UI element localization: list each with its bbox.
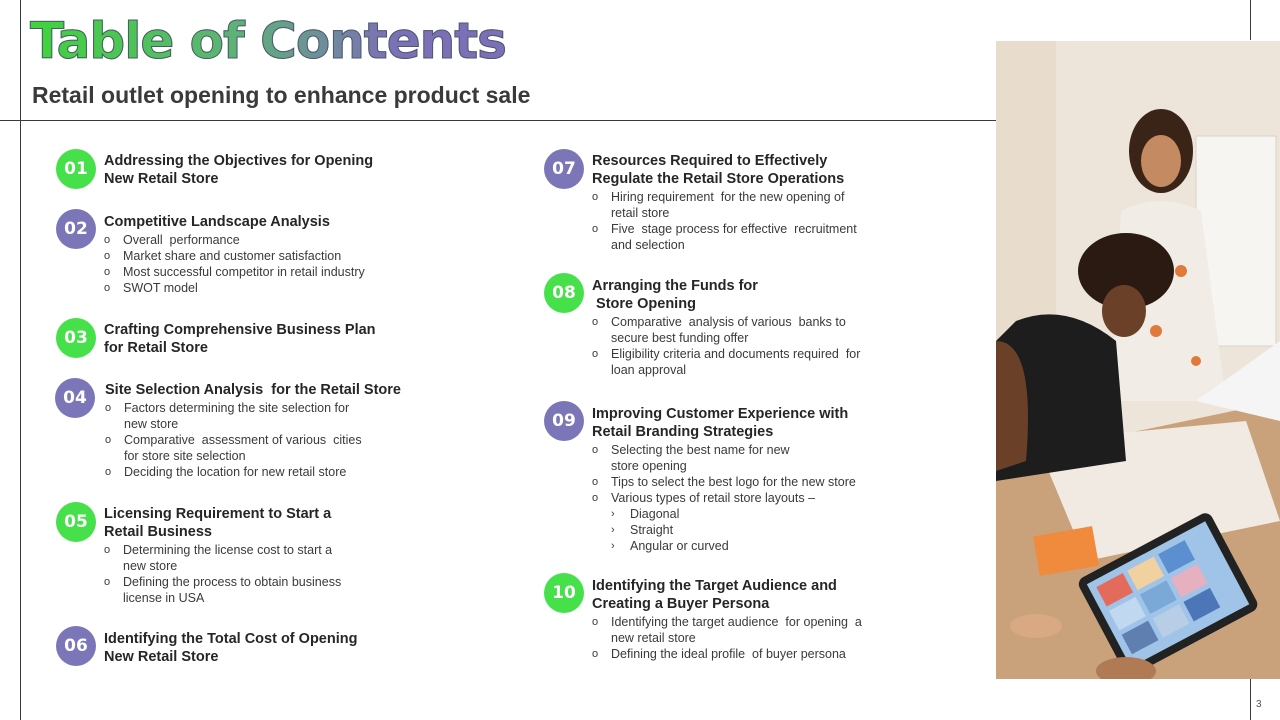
circle-bullet-icon: o [592, 648, 599, 660]
toc-bullet-list [592, 442, 856, 554]
toc-heading-line: Resources Required to Effectively [592, 153, 828, 169]
circle-bullet-icon: o [592, 316, 599, 328]
circle-bullet-icon: o [592, 444, 599, 456]
toc-bullet-list [105, 400, 362, 480]
toc-bullet [104, 248, 365, 264]
toc-bullet-list [592, 189, 857, 253]
chevron-right-icon: › [611, 508, 615, 520]
toc-bullet-text-cont: store opening [611, 459, 687, 473]
circle-bullet-icon: o [592, 191, 599, 203]
toc-bullet-text: Factors determining the site selection for [124, 401, 350, 415]
toc-bullet-text-cont: license in USA [123, 591, 205, 605]
toc-heading-line: New Retail Store [104, 171, 219, 187]
circle-bullet-icon: o [104, 266, 111, 278]
toc-bullet-text: Determining the license cost to start a [123, 543, 333, 557]
toc-heading-line: Retail Business [104, 524, 212, 540]
toc-bullet-list [104, 232, 365, 296]
circle-bullet-icon: o [104, 544, 111, 556]
toc-bullet [592, 189, 857, 221]
toc-bullet-text: Eligibility criteria and documents required for [611, 347, 861, 361]
toc-heading [104, 152, 373, 188]
toc-heading-line: Addressing the Objectives for Opening [104, 153, 374, 169]
toc-bullet-text-cont: retail store [611, 206, 670, 220]
office-team-photo [996, 41, 1280, 679]
circle-bullet-icon: o [592, 492, 599, 504]
toc-bullet-text: SWOT model [123, 281, 198, 295]
toc-bullet-list [592, 314, 860, 378]
toc-bullet-text: Comparative assessment of various cities [124, 433, 362, 447]
circle-bullet-icon: o [104, 576, 111, 588]
toc-heading [592, 152, 844, 188]
toc-heading-line: Creating a Buyer Persona [592, 596, 770, 612]
toc-bullet-text-cont: new store [123, 559, 178, 573]
toc-number-badge: 04 [55, 378, 95, 418]
toc-bullet-text-cont: secure best funding offer [611, 331, 749, 345]
toc-bullet-text: Most successful competitor in retail industry [123, 265, 365, 279]
toc-heading [104, 213, 330, 231]
circle-bullet-icon: o [105, 434, 112, 446]
toc-bullet [104, 264, 365, 280]
page-title: Table of Contents [30, 8, 506, 74]
toc-bullet-text: Angular or curved [630, 539, 729, 553]
toc-bullet [105, 400, 362, 432]
toc-bullet [592, 506, 856, 522]
toc-heading [104, 630, 357, 666]
toc-bullet-text: Tips to select the best logo for the new store [611, 475, 856, 489]
toc-bullet [592, 522, 856, 538]
left-border-line [20, 0, 21, 720]
toc-bullet [592, 346, 860, 378]
toc-heading [104, 321, 376, 357]
toc-bullet-text-cont: and selection [611, 238, 685, 252]
toc-bullet [105, 464, 362, 480]
toc-bullet-text: Defining the process to obtain business [123, 575, 342, 589]
toc-heading-line: for Retail Store [104, 340, 208, 356]
toc-bullet [104, 574, 341, 606]
toc-heading-line: Competitive Landscape Analysis [104, 214, 330, 230]
toc-bullet-list [104, 542, 341, 606]
toc-bullet [592, 646, 862, 662]
toc-heading-line: Arranging the Funds for [592, 278, 758, 294]
chevron-right-icon: › [611, 524, 615, 536]
toc-heading [104, 505, 331, 541]
toc-bullet-text-cont: for store site selection [124, 449, 246, 463]
toc-heading [105, 381, 401, 399]
chevron-right-icon: › [611, 540, 615, 552]
toc-heading-line: Improving Customer Experience with [592, 406, 849, 422]
toc-number-badge: 05 [56, 502, 96, 542]
toc-number-badge: 10 [544, 573, 584, 613]
toc-bullet-text: Defining the ideal profile of buyer persona [611, 647, 846, 661]
toc-bullet-text-cont: new store [124, 417, 179, 431]
toc-bullet-text-cont: new retail store [611, 631, 696, 645]
toc-bullet-text: Five stage process for effective recruitment [611, 222, 857, 236]
toc-heading [592, 577, 837, 613]
toc-heading-line: Store Opening [592, 296, 696, 312]
circle-bullet-icon: o [592, 223, 599, 235]
toc-heading-line: Identifying the Total Cost of Opening [104, 631, 358, 647]
toc-number-badge: 08 [544, 273, 584, 313]
toc-heading [592, 277, 758, 313]
toc-bullet [592, 221, 857, 253]
toc-bullet [592, 490, 856, 506]
header-divider [0, 120, 996, 121]
toc-bullet [104, 542, 341, 574]
toc-number-badge: 03 [56, 318, 96, 358]
toc-heading-line: New Retail Store [104, 649, 219, 665]
circle-bullet-icon: o [104, 234, 111, 246]
toc-bullet-text: Market share and customer satisfaction [123, 249, 342, 263]
toc-bullet-text: Hiring requirement for the new opening of [611, 190, 845, 204]
toc-bullet [592, 474, 856, 490]
toc-bullet [592, 442, 856, 474]
page-subtitle: Retail outlet opening to enhance product sale [32, 82, 531, 108]
toc-bullet-text: Comparative analysis of various banks to [611, 315, 846, 329]
toc-bullet-text: Identifying the target audience for opening a [611, 615, 862, 629]
toc-heading-line: Identifying the Target Audience and [592, 578, 837, 594]
circle-bullet-icon: o [592, 348, 599, 360]
circle-bullet-icon: o [104, 282, 111, 294]
toc-heading-line: Licensing Requirement to Start a [104, 506, 332, 522]
toc-bullet-text-cont: loan approval [611, 363, 687, 377]
toc-heading-line: Site Selection Analysis for the Retail Store [105, 382, 401, 398]
right-border-line-top [1250, 0, 1251, 40]
toc-number-badge: 09 [544, 401, 584, 441]
toc-bullet [105, 432, 362, 464]
toc-bullet-text: Overall performance [123, 233, 240, 247]
toc-heading [592, 405, 848, 441]
page-number: 3 [1256, 699, 1262, 710]
right-border-line-bottom [1250, 678, 1251, 720]
toc-bullet-text: Selecting the best name for new [611, 443, 790, 457]
circle-bullet-icon: o [105, 466, 112, 478]
toc-bullet [104, 232, 365, 248]
toc-heading-line: Crafting Comprehensive Business Plan [104, 322, 376, 338]
toc-number-badge: 07 [544, 149, 584, 189]
toc-bullet-list [592, 614, 862, 662]
toc-heading-line: Retail Branding Strategies [592, 424, 774, 440]
toc-bullet [104, 280, 365, 296]
toc-number-badge: 06 [56, 626, 96, 666]
circle-bullet-icon: o [592, 616, 599, 628]
toc-bullet [592, 538, 856, 554]
toc-bullet-text: Diagonal [630, 507, 680, 521]
circle-bullet-icon: o [592, 476, 599, 488]
circle-bullet-icon: o [104, 250, 111, 262]
toc-bullet-text: Various types of retail store layouts – [611, 491, 816, 505]
toc-bullet-text: Straight [630, 523, 674, 537]
toc-number-badge: 02 [56, 209, 96, 249]
circle-bullet-icon: o [105, 402, 112, 414]
toc-heading-line: Regulate the Retail Store Operations [592, 171, 845, 187]
toc-number-badge: 01 [56, 149, 96, 189]
toc-bullet [592, 614, 862, 646]
toc-bullet-text: Deciding the location for new retail store [124, 465, 347, 479]
toc-bullet [592, 314, 860, 346]
